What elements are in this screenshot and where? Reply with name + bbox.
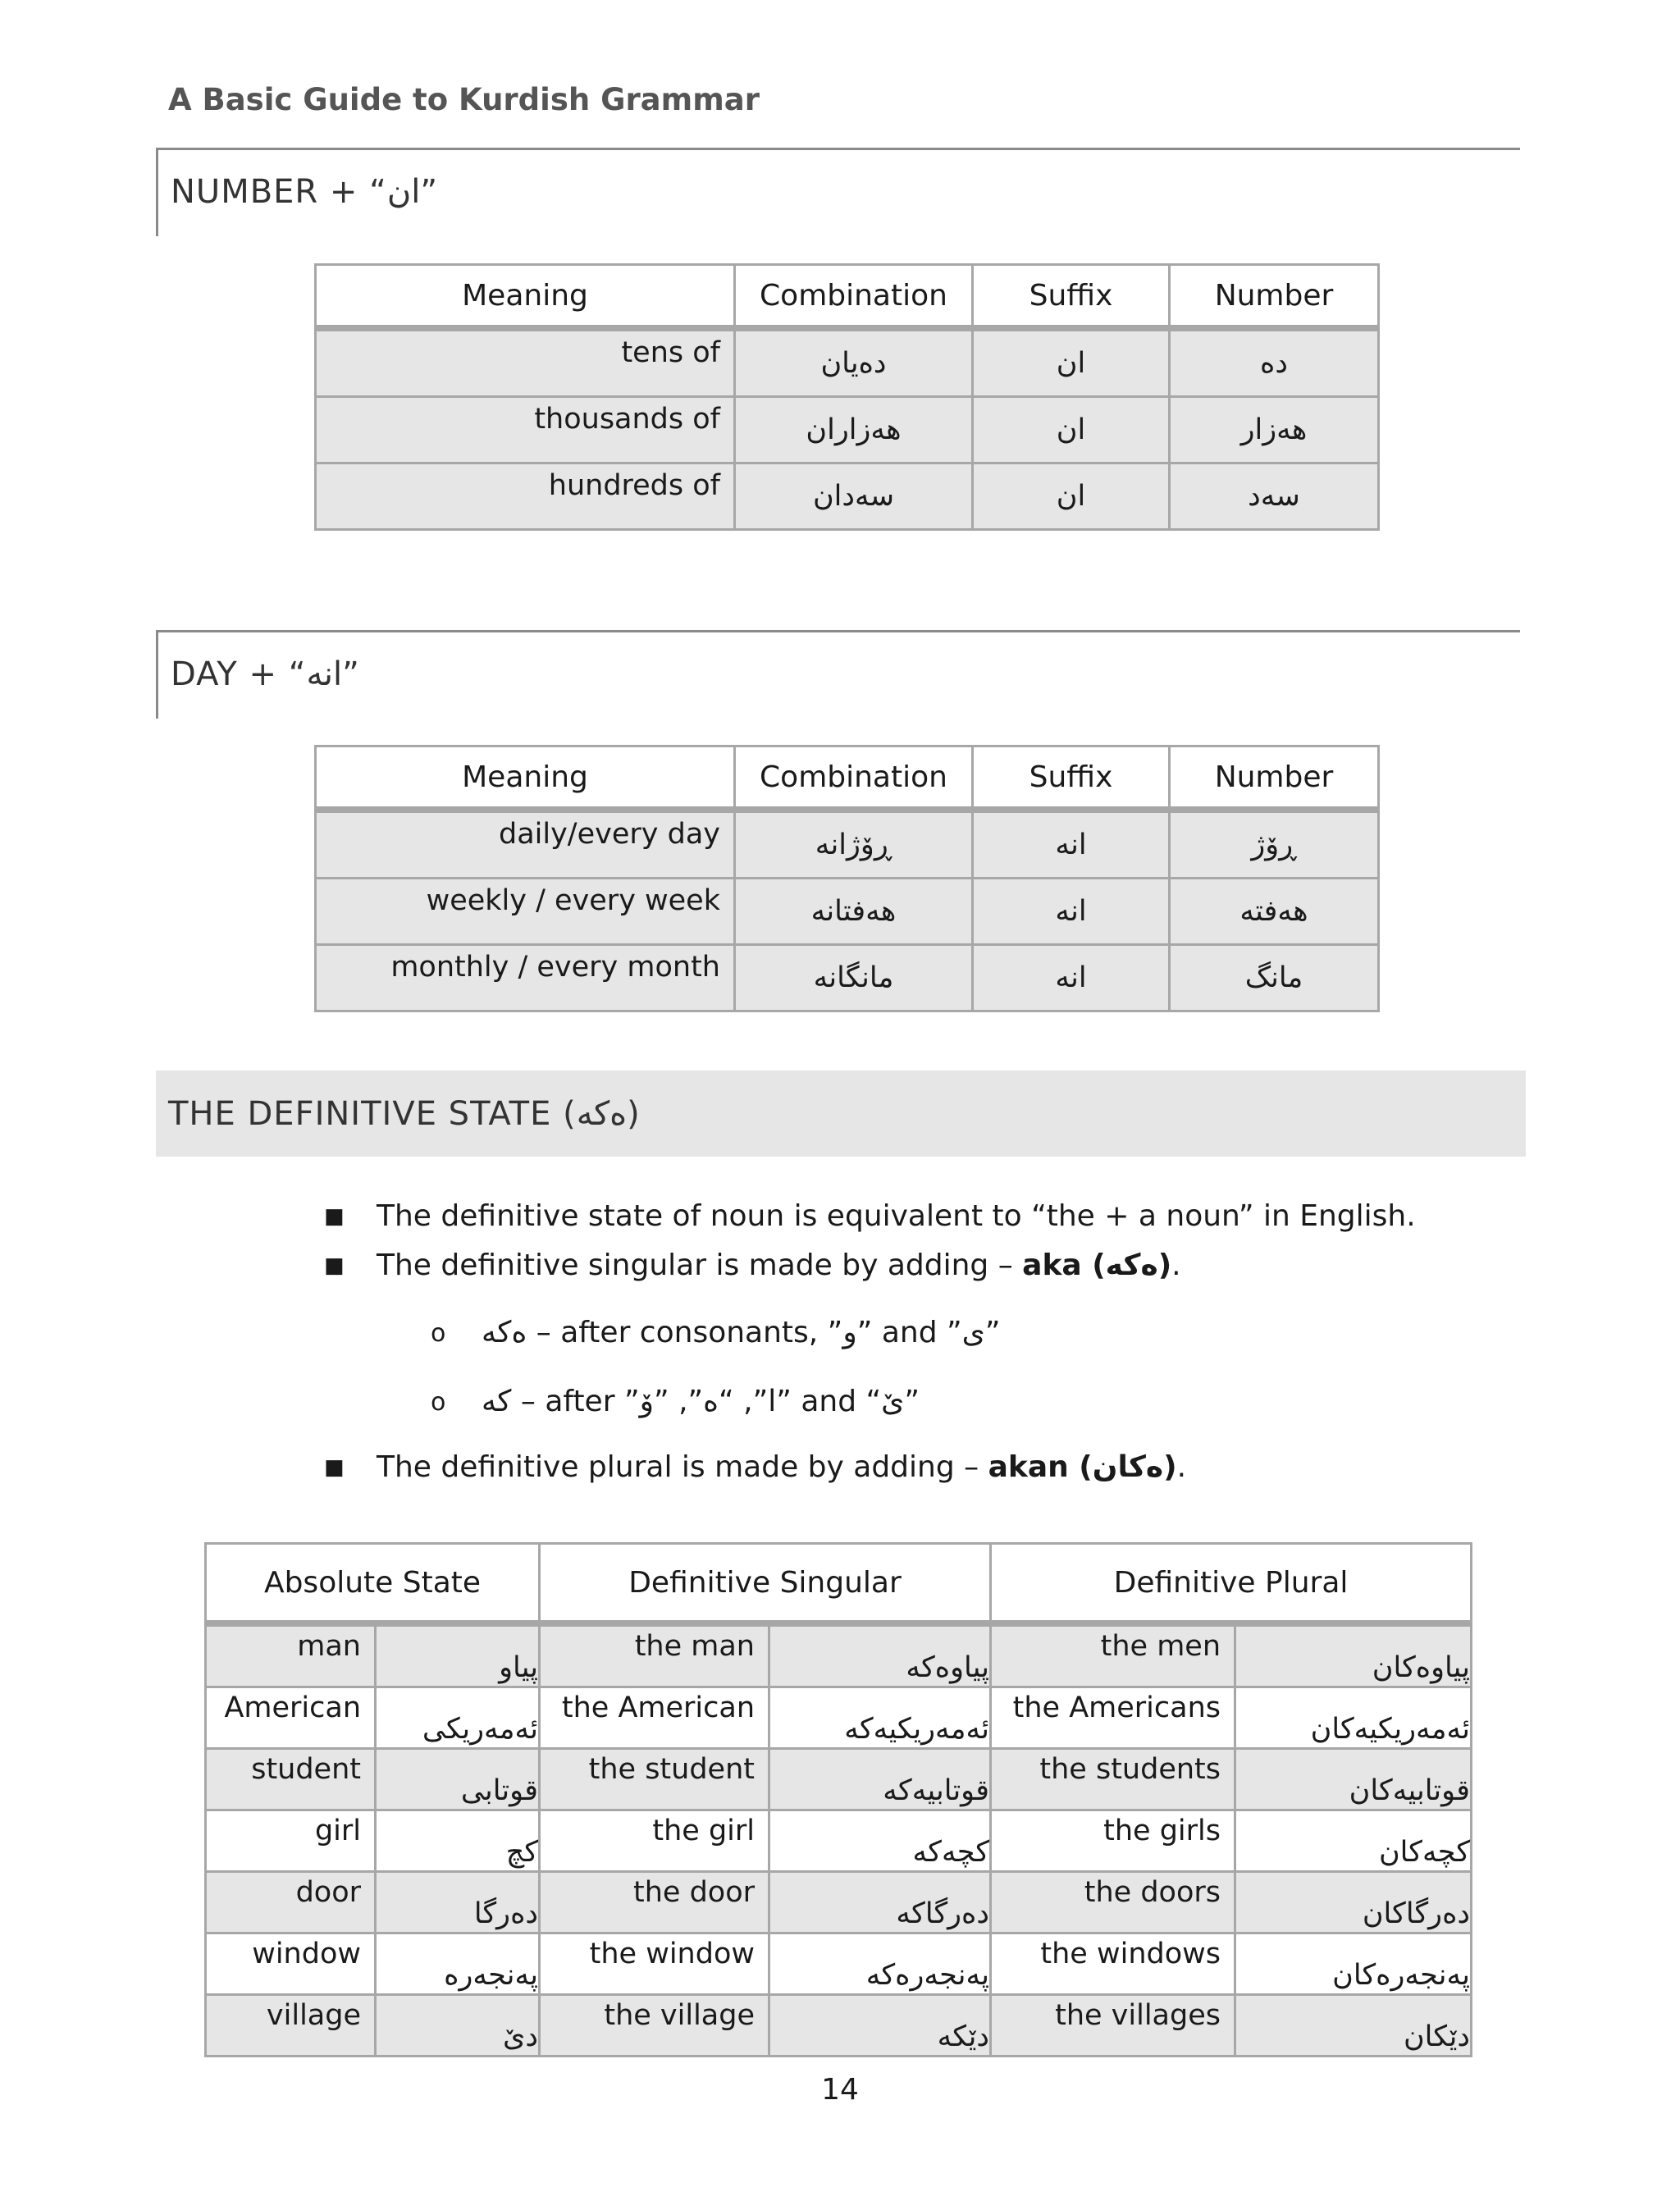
- bullet-text: [377, 1450, 1186, 1484]
- absolute-ku-cell: کچ: [376, 1810, 540, 1872]
- plural-ku-cell: دەرگاکان: [1235, 1872, 1472, 1933]
- number-cell: هەفتە: [1170, 879, 1379, 945]
- column-header-combination: Combination: [735, 265, 973, 329]
- number-cell: دە: [1170, 328, 1379, 397]
- column-header-absolute: Absolute State: [206, 1544, 540, 1624]
- plural-ku-cell: ئەمەریکیەکان: [1235, 1687, 1472, 1749]
- plural-en-cell: the men: [991, 1623, 1235, 1687]
- combination-cell: هەفتانە: [735, 879, 973, 945]
- singular-ku-cell: پەنجەرەکە: [769, 1933, 991, 1995]
- bullet-square-icon: ■: [324, 1253, 345, 1278]
- singular-en-cell: the village: [540, 1995, 769, 2057]
- sub-bullet-text: کە – after ”ا”, “ە”, ”ۆ” and “ێ”: [482, 1385, 920, 1418]
- table-row: [206, 1623, 1472, 1687]
- plural-en-cell: the villages: [991, 1995, 1235, 2057]
- meaning-cell: daily/every day: [316, 810, 735, 879]
- plural-ku-cell: قوتابیەکان: [1235, 1749, 1472, 1810]
- singular-en-cell: the door: [540, 1872, 769, 1933]
- bullet-text: [377, 1249, 1181, 1282]
- table-row: [206, 1995, 1472, 2057]
- plural-en-cell: the students: [991, 1749, 1235, 1810]
- singular-en-cell: the window: [540, 1933, 769, 1995]
- singular-ku-cell: ئەمەریکیەکە: [769, 1687, 991, 1749]
- definitive-section-heading: THE DEFINITIVE STATE (ەکە): [168, 1095, 641, 1133]
- absolute-ku-cell: دێ: [376, 1995, 540, 2057]
- day-section-box: [156, 630, 1520, 719]
- number-cell: سەد: [1170, 463, 1379, 530]
- singular-ku-cell: دەرگاکە: [769, 1872, 991, 1933]
- suffix-cell: انە: [973, 945, 1170, 1011]
- absolute-en-cell: American: [206, 1687, 376, 1749]
- meaning-cell: monthly / every month: [316, 945, 735, 1011]
- suffix-cell: انە: [973, 879, 1170, 945]
- table-row: [316, 397, 1379, 463]
- table-row: [206, 1749, 1472, 1810]
- absolute-en-cell: girl: [206, 1810, 376, 1872]
- bullet-text-bold: aka (ەکە): [1022, 1249, 1172, 1282]
- table-row: [316, 463, 1379, 530]
- suffix-cell: ان: [973, 397, 1170, 463]
- singular-en-cell: the American: [540, 1687, 769, 1749]
- meaning-cell: tens of: [316, 328, 735, 397]
- meaning-cell: hundreds of: [316, 463, 735, 530]
- table-row: [316, 945, 1379, 1011]
- bullet-text-pre: The definitive singular is made by adding –: [377, 1249, 1023, 1282]
- definitive-state-table: [204, 1542, 1472, 2057]
- singular-en-cell: the man: [540, 1623, 769, 1687]
- number-suffix-table: [314, 263, 1380, 531]
- table-row: [316, 328, 1379, 397]
- absolute-en-cell: man: [206, 1623, 376, 1687]
- combination-cell: دەیان: [735, 328, 973, 397]
- sub-bullet-text: ەکە – after consonants, ”و” and ”ی”: [482, 1316, 1001, 1349]
- column-header-combination: Combination: [735, 746, 973, 810]
- column-header-number: Number: [1170, 746, 1379, 810]
- absolute-en-cell: student: [206, 1749, 376, 1810]
- book-title: A Basic Guide to Kurdish Grammar: [168, 82, 760, 117]
- combination-cell: ڕۆژانە: [735, 810, 973, 879]
- suffix-cell: انە: [973, 810, 1170, 879]
- plural-en-cell: the Americans: [991, 1687, 1235, 1749]
- circle-bullet-icon: o: [431, 1319, 446, 1348]
- number-section-box: [156, 148, 1520, 236]
- plural-ku-cell: کچەکان: [1235, 1810, 1472, 1872]
- combination-cell: سەدان: [735, 463, 973, 530]
- day-suffix-table: [314, 745, 1380, 1012]
- meaning-cell: thousands of: [316, 397, 735, 463]
- singular-ku-cell: قوتابیەکە: [769, 1749, 991, 1810]
- absolute-ku-cell: پەنجەرە: [376, 1933, 540, 1995]
- combination-cell: مانگانە: [735, 945, 973, 1011]
- singular-en-cell: the girl: [540, 1810, 769, 1872]
- plural-en-cell: the windows: [991, 1933, 1235, 1995]
- number-cell: مانگ: [1170, 945, 1379, 1011]
- plural-en-cell: the girls: [991, 1810, 1235, 1872]
- table-row: [206, 1872, 1472, 1933]
- bullet-square-icon: ■: [324, 1455, 345, 1480]
- table-row: [316, 810, 1379, 879]
- bullet-text-post: .: [1176, 1450, 1187, 1484]
- singular-en-cell: the student: [540, 1749, 769, 1810]
- absolute-en-cell: door: [206, 1872, 376, 1933]
- column-header-singular: Definitive Singular: [540, 1544, 991, 1624]
- absolute-ku-cell: قوتابی: [376, 1749, 540, 1810]
- column-header-plural: Definitive Plural: [991, 1544, 1472, 1624]
- table-row: [206, 1687, 1472, 1749]
- number-cell: هەزار: [1170, 397, 1379, 463]
- bullet-text-post: .: [1171, 1249, 1181, 1282]
- singular-ku-cell: دێکە: [769, 1995, 991, 2057]
- absolute-en-cell: window: [206, 1933, 376, 1995]
- suffix-cell: ان: [973, 328, 1170, 397]
- plural-ku-cell: پیاوەکان: [1235, 1623, 1472, 1687]
- number-section-heading: NUMBER + “ان”: [171, 173, 438, 211]
- suffix-cell: ان: [973, 463, 1170, 530]
- bullet-text: The definitive state of noun is equivalent to “the + a noun” in English.: [377, 1199, 1416, 1233]
- meaning-cell: weekly / every week: [316, 879, 735, 945]
- day-section-heading: DAY + “انە”: [171, 655, 359, 693]
- combination-cell: هەزاران: [735, 397, 973, 463]
- absolute-ku-cell: ئەمەریکی: [376, 1687, 540, 1749]
- absolute-ku-cell: دەرگا: [376, 1872, 540, 1933]
- table-row: [206, 1810, 1472, 1872]
- table-row: [206, 1933, 1472, 1995]
- number-cell: ڕۆژ: [1170, 810, 1379, 879]
- plural-en-cell: the doors: [991, 1872, 1235, 1933]
- table-row: [316, 879, 1379, 945]
- circle-bullet-icon: o: [431, 1388, 446, 1417]
- plural-ku-cell: پەنجەرەکان: [1235, 1933, 1472, 1995]
- absolute-ku-cell: پیاو: [376, 1623, 540, 1687]
- absolute-en-cell: village: [206, 1995, 376, 2057]
- bullet-text-pre: The definitive plural is made by adding –: [377, 1450, 988, 1484]
- column-header-suffix: Suffix: [973, 746, 1170, 810]
- definitive-section-header: [156, 1071, 1526, 1157]
- bullet-text-bold: akan (ەکان): [988, 1450, 1177, 1484]
- column-header-suffix: Suffix: [973, 265, 1170, 329]
- plural-ku-cell: دێکان: [1235, 1995, 1472, 2057]
- column-header-meaning: Meaning: [316, 746, 735, 810]
- page-number: 14: [821, 2073, 859, 2107]
- singular-ku-cell: کچەکە: [769, 1810, 991, 1872]
- singular-ku-cell: پیاوەکە: [769, 1623, 991, 1687]
- column-header-number: Number: [1170, 265, 1379, 329]
- column-header-meaning: Meaning: [316, 265, 735, 329]
- bullet-square-icon: ■: [324, 1204, 345, 1229]
